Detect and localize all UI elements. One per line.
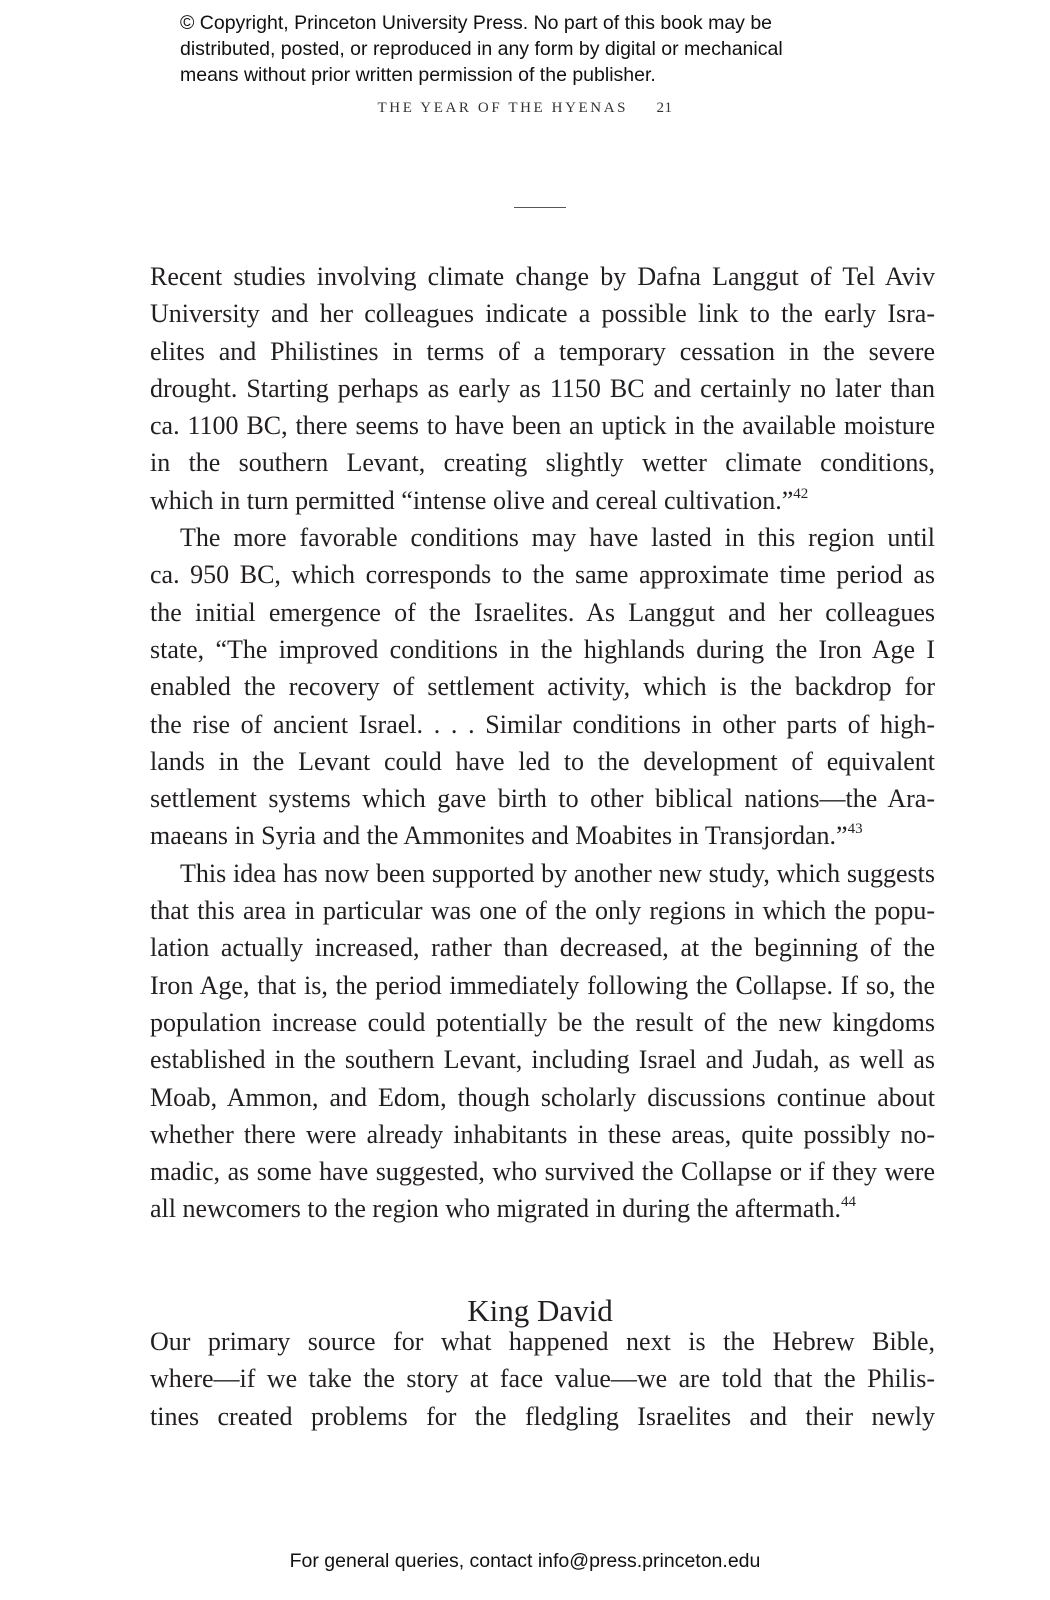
- text-line-content: maeans in Syria and the Ammonites and Moabites in Transjordan.”: [150, 821, 848, 851]
- paragraph: [150, 855, 935, 1228]
- text-line-content: all newcomers to the region who migrated in during the aftermath.: [150, 1194, 841, 1224]
- text-line: tines created problems for the fledgling Israelites and their newly: [150, 1401, 935, 1431]
- section-break-rule: [514, 207, 566, 208]
- copyright-line: distributed, posted, or reproduced in any form by digital or mechanical: [180, 38, 783, 60]
- text-line: the initial emergence of the Israelites. As Langgut and her colleagues: [150, 597, 935, 627]
- copyright-line: © Copyright, Princeton University Press. No part of this book may be: [180, 12, 773, 34]
- body-text: [150, 258, 935, 1228]
- text-line: settlement systems which gave birth to other biblical nations—the Ara-: [150, 784, 935, 814]
- text-line: [150, 817, 935, 854]
- footnote-marker[interactable]: 42: [793, 485, 809, 502]
- text-line: whether there were already inhabitants in these areas, quite possibly no-: [150, 1119, 935, 1149]
- text-line: drought. Starting perhaps as early as 1150 BC and certainly no later than: [150, 373, 935, 403]
- text-line: madic, as some have suggested, who survived the Collapse or if they were: [150, 1157, 935, 1187]
- footer-contact: For general queries, contact info@press.princeton.edu: [289, 1550, 761, 1572]
- text-line: enabled the recovery of settlement activity, which is the backdrop for: [150, 672, 935, 702]
- text-line: ca. 1100 BC, there seems to have been an uptick in the available moisture: [150, 411, 935, 441]
- copyright-line: means without prior written permission of the publisher.: [180, 64, 656, 86]
- footnote-marker[interactable]: 44: [840, 1194, 856, 1211]
- text-line: Moab, Ammon, and Edom, though scholarly discussions continue about: [150, 1082, 935, 1112]
- page-number: 21: [656, 100, 673, 116]
- running-head-title: THE YEAR OF THE HYENAS: [377, 100, 629, 116]
- text-line: population increase could potentially be the result of the new kingdoms: [150, 1007, 935, 1037]
- text-line: state, “The improved conditions in the highlands during the Iron Age I: [150, 634, 935, 664]
- text-line: The more favorable conditions may have lasted in this region until: [180, 523, 935, 553]
- text-line: University and her colleagues indicate a possible link to the early Isra-: [150, 299, 935, 329]
- text-line: Recent studies involving climate change by Dafna Langgut of Tel Aviv: [150, 262, 935, 291]
- text-line: This idea has now been supported by another new study, which suggests: [180, 858, 935, 888]
- section-heading: King David: [467, 1293, 613, 1328]
- text-line: Our primary source for what happened next is the Hebrew Bible,: [150, 1327, 935, 1356]
- paragraph: [150, 258, 935, 519]
- text-line: ca. 950 BC, which corresponds to the same approximate time period as: [150, 560, 935, 590]
- text-line: [150, 482, 935, 519]
- footnote-marker[interactable]: 43: [847, 821, 863, 838]
- text-line: lation actually increased, rather than decreased, at the beginning of the: [150, 933, 935, 963]
- text-line: established in the southern Levant, including Israel and Judah, as well as: [150, 1045, 935, 1075]
- text-line-content: which in turn permitted “intense olive and cereal cultivation.”: [150, 485, 794, 515]
- text-line: elites and Philistines in terms of a temporary cessation in the severe: [150, 336, 935, 366]
- text-line: that this area in particular was one of the only regions in which the popu-: [150, 896, 935, 926]
- text-line: lands in the Levant could have led to the development of equivalent: [150, 746, 935, 776]
- text-line: in the southern Levant, creating slightly wetter climate conditions,: [150, 448, 935, 478]
- text-line: Iron Age, that is, the period immediately following the Collapse. If so, the: [150, 970, 935, 1000]
- running-head: [0, 100, 1050, 117]
- text-line: the rise of ancient Israel. . . . Similar conditions in other parts of high-: [150, 709, 935, 739]
- copyright-notice: [180, 10, 900, 88]
- text-line: [150, 1190, 935, 1227]
- paragraph: [150, 519, 935, 855]
- section-body-text: [150, 1323, 935, 1435]
- text-line: where—if we take the story at face value—we are told that the Philis-: [150, 1364, 935, 1394]
